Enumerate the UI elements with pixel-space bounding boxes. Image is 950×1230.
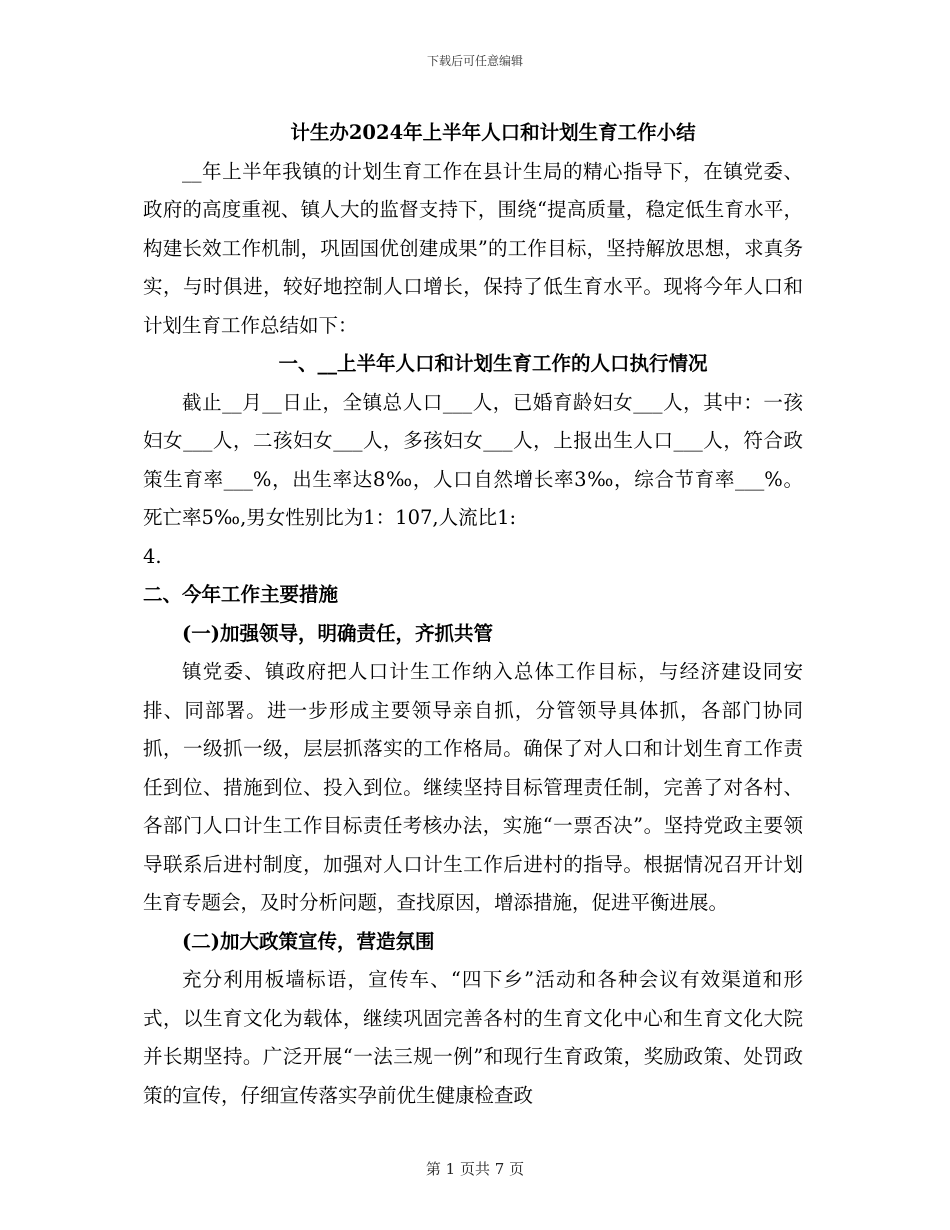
subsection-1-heading: (一)加强领导，明确责任，齐抓共管 <box>182 621 493 645</box>
section-1-heading: 一、__上半年人口和计划生育工作的人口执行情况 <box>278 352 708 375</box>
document-body <box>143 114 803 1115</box>
section-2-heading: 二、今年工作主要措施 <box>143 583 339 606</box>
subsection-2-paragraph: 充分利用板墙标语，宣传车、“四下乡”活动和各种会议有效渠道和形式，以生育文化为载体，继续巩固完善各村的生育文化中心和生育文化大院并长期坚持。广泛开展“一法三规一例”和现行生育政策，奖励政策、处罚政策的宣传，仔细宣传落实孕前优生健康检查政 <box>143 968 803 1107</box>
page-footer: 第 1 页共 7 页 <box>425 1160 525 1178</box>
subsection-2-heading: (二)加大政策宣传，营造氛围 <box>182 929 435 953</box>
section-1-tail: 4. <box>143 544 162 568</box>
intro-paragraph: __年上半年我镇的计划生育工作在县计生局的精心指导下，在镇党委、政府的高度重视、镇人大的监督支持下，围绕“提高质量，稳定低生育水平，构建长效工作机制，巩固国优创建成果”的工作目标，坚持解放思想，求真务实，与时俱进，较好地控制人口增长，保持了低生育水平。现将今年人口和计划生育工作总结如下： <box>143 159 803 337</box>
header-note: 下载后可任意编辑 <box>426 54 523 68</box>
document-title: 计生办2024年上半年人口和计划生育工作小结 <box>290 121 696 144</box>
section-1-paragraph: 截止__月__日止，全镇总人口___人，已婚育龄妇女___人，其中：一孩妇女___人，二孩妇女___人，多孩妇女___人，上报出生人口___人，符合政策生育率___%，出生率达8‰，人口自然增长率3‰，综合节育率___%。死亡率5‰,男女性别比为1：107,人流比1: <box>143 390 803 529</box>
subsection-1-paragraph: 镇党委、镇政府把人口计生工作纳入总体工作目标，与经济建设同安排、同部署。进一步形成主要领导亲自抓，分管领导具体抓，各部门协同抓，一级抓一级，层层抓落实的工作格局。确保了对人口和计划生育工作责任到位、措施到位、投入到位。继续坚持目标管理责任制，完善了对各村、各部门人口计生工作目标责任考核办法，实施“一票否决”。坚持党政主要领导联系后进村制度，加强对人口计生工作后进村的指导。根据情况召开计划生育专题会，及时分析问题，查找原因，增添措施，促进平衡进展。 <box>143 660 803 914</box>
